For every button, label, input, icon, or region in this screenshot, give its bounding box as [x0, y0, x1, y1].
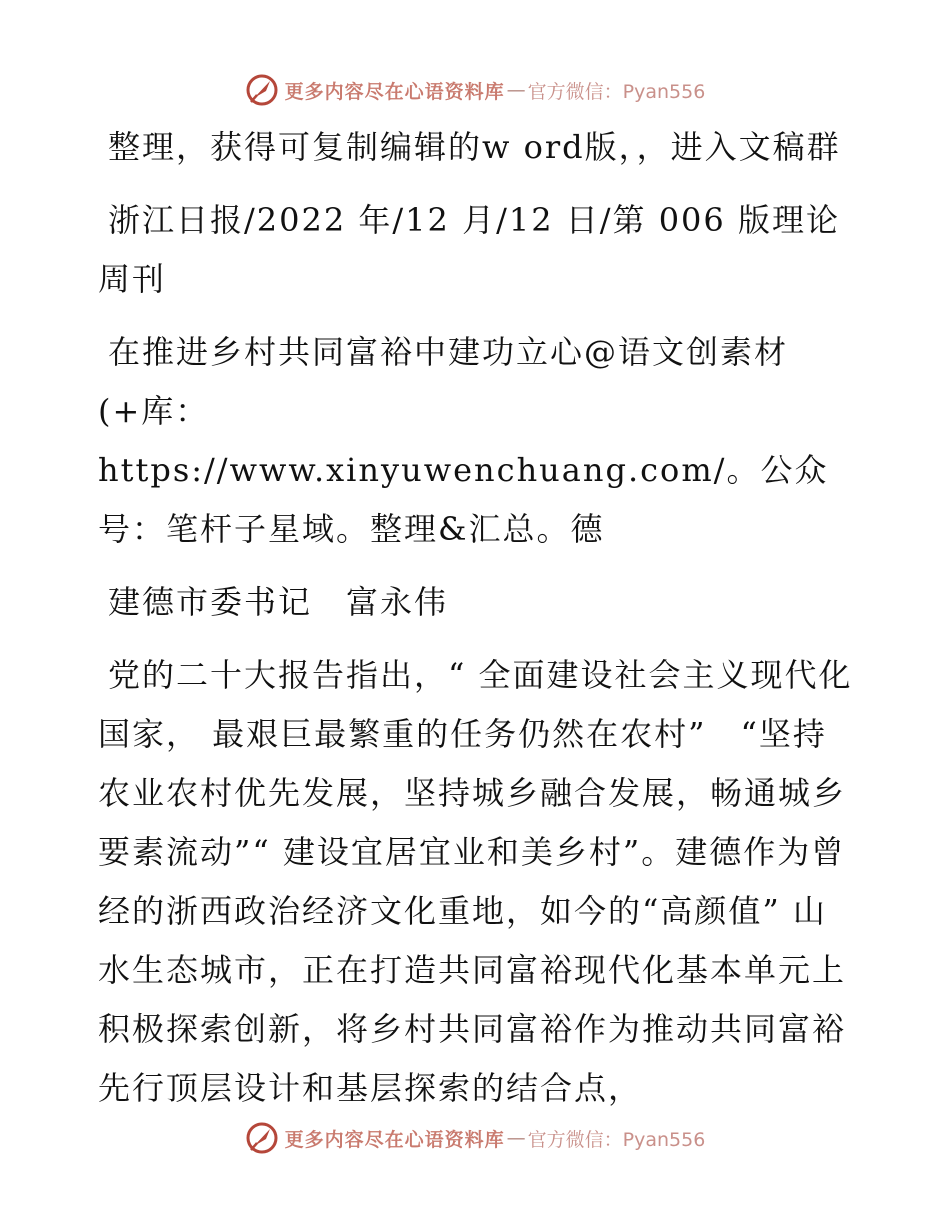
footer-contact-text: 官方微信：Pyan556: [527, 1128, 706, 1151]
document-body: [98, 118, 858, 1132]
quill-logo-icon: [245, 1121, 279, 1155]
footer-watermark-banner: [0, 1118, 950, 1158]
header-watermark-banner: [0, 70, 950, 110]
footer-separator: —: [506, 1127, 526, 1149]
paragraph-notice: 整理，获得可复制编辑的w ord版，，进入文稿群: [108, 128, 841, 166]
paragraph-title-line: 在推进乡村共同富裕中建功立心@语文创素材(+库：https://www.xinyuwenchuang.com/。公众号：笔杆子星域。整理&汇总。德: [98, 333, 829, 548]
header-separator: —: [506, 79, 526, 101]
header-contact-text: 官方微信：Pyan556: [527, 80, 706, 103]
header-brand-text: 更多内容尽在心语资料库: [284, 80, 505, 103]
paragraph-source: 浙江日报/2022 年/12 月/12 日/第 006 版理论周刊: [98, 201, 840, 298]
paragraph-author: 建德市委书记 富永伟: [108, 583, 449, 621]
paragraph-body: 党的二十大报告指出，“ 全面建设社会主义现代化国家， 最艰巨最繁重的任务仍然在农村” “坚持农业农村优先发展，坚持城乡融合发展，畅通城乡要素流动”“ 建设宜居宜业和美乡村”。建德作为曾经的浙西政治经济文化重地，如今的“高颜值” 山水生态城市，正在打造共同富裕现代化基本单元上积极探索创新，将乡村共同富裕作为推动共同富裕先行顶层设计和基层探索的结合点，: [98, 656, 853, 1107]
quill-logo-icon: [245, 73, 279, 107]
footer-brand-text: 更多内容尽在心语资料库: [284, 1128, 505, 1151]
